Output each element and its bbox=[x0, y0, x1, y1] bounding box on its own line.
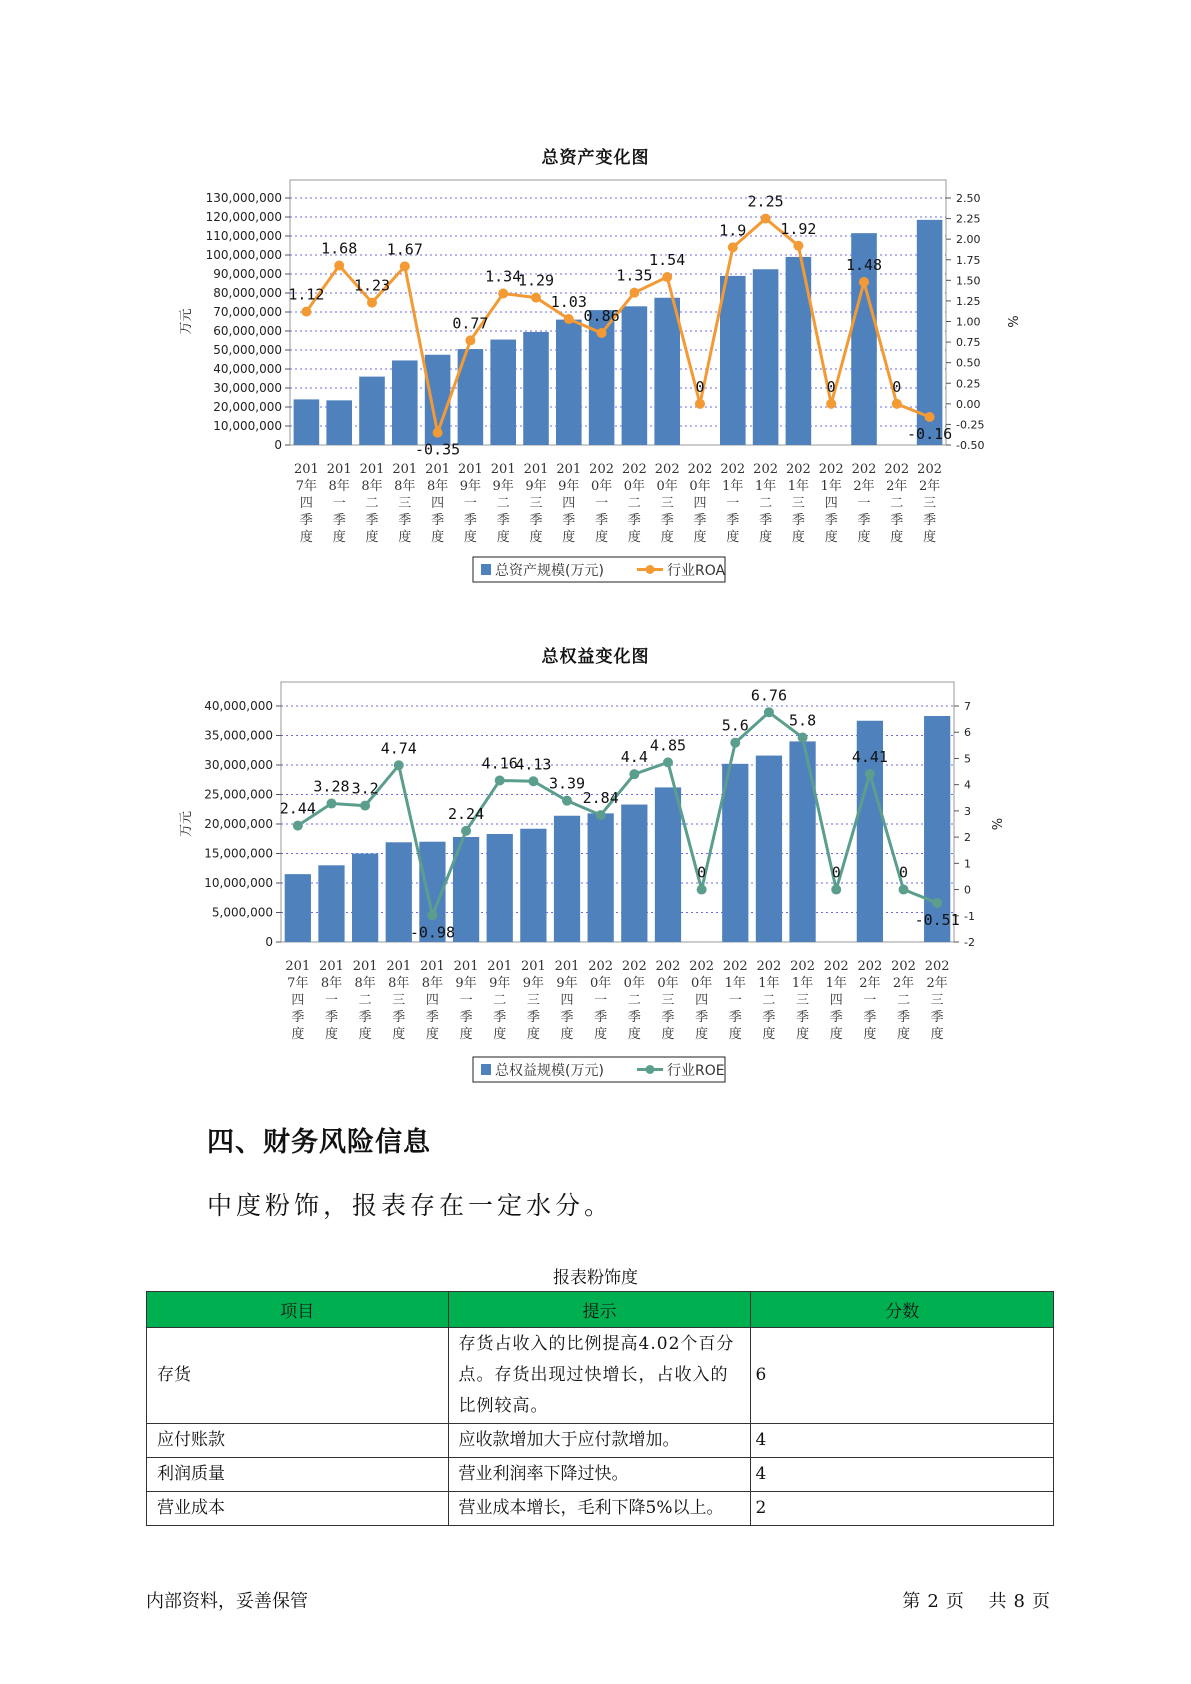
bar bbox=[588, 813, 614, 942]
y2-axis-title: % bbox=[1004, 315, 1019, 328]
legend-bar-swatch bbox=[481, 564, 491, 575]
line-point bbox=[301, 307, 311, 317]
data-label: -0.16 bbox=[907, 425, 953, 444]
data-label: 1.9 bbox=[719, 221, 747, 240]
x-tick-label: 201 7年四季度 bbox=[285, 959, 311, 1042]
line-point bbox=[798, 732, 808, 742]
y2-tick-label: 1.00 bbox=[956, 315, 981, 329]
x-tick-label: 201 8年四季度 bbox=[425, 462, 451, 545]
line-point bbox=[394, 760, 404, 770]
bar bbox=[359, 377, 385, 445]
legend-bar-label: 总权益规模(万元) bbox=[495, 1063, 604, 1079]
bar bbox=[756, 756, 782, 942]
x-tick-label: 201 9年四季度 bbox=[554, 959, 580, 1042]
table-row bbox=[147, 1328, 1054, 1424]
data-label: 1.03 bbox=[550, 293, 587, 312]
data-label: 2.84 bbox=[582, 789, 619, 808]
line-point bbox=[528, 776, 538, 786]
x-tick-label: 201 8年三季度 bbox=[392, 462, 418, 545]
data-label: 1.92 bbox=[780, 219, 817, 238]
y2-tick-label: 4 bbox=[964, 778, 971, 792]
y-tick-label: 100,000,000 bbox=[205, 248, 282, 262]
y2-tick-label: 2 bbox=[964, 831, 971, 845]
y-tick-label: 70,000,000 bbox=[213, 305, 282, 319]
header-hint: 提示 bbox=[448, 1292, 751, 1328]
y2-tick-label: 2.25 bbox=[956, 212, 981, 226]
y-tick-label: 10,000,000 bbox=[213, 419, 282, 433]
bar bbox=[720, 276, 746, 445]
y-tick-label: 90,000,000 bbox=[213, 267, 282, 281]
bar bbox=[556, 320, 582, 445]
bar bbox=[326, 400, 352, 445]
y2-tick-label: 3 bbox=[964, 804, 971, 818]
x-tick-label: 202 0年三季度 bbox=[655, 959, 681, 1042]
row-score: 2 bbox=[751, 1492, 1054, 1526]
bar bbox=[294, 399, 320, 445]
risk-table bbox=[146, 1291, 1054, 1526]
x-tick-label: 201 9年四季度 bbox=[556, 462, 582, 545]
bar bbox=[392, 360, 418, 445]
line-point bbox=[793, 241, 803, 251]
y2-tick-label: -1 bbox=[964, 909, 975, 923]
x-tick-label: 201 8年三季度 bbox=[386, 959, 412, 1042]
line-point bbox=[564, 314, 574, 324]
bar bbox=[654, 298, 680, 445]
row-hint: 营业成本增长，毛利下降5%以上。 bbox=[448, 1492, 751, 1526]
line-point bbox=[562, 796, 572, 806]
line-point bbox=[697, 885, 707, 895]
row-hint: 应收款增加大于应付款增加。 bbox=[448, 1424, 751, 1458]
y-tick-label: 120,000,000 bbox=[205, 210, 282, 224]
line-point bbox=[932, 898, 942, 908]
x-tick-label: 201 8年二季度 bbox=[352, 959, 378, 1042]
bar bbox=[722, 764, 748, 942]
line-point bbox=[831, 885, 841, 895]
chart2-title: 总权益变化图 bbox=[541, 647, 650, 667]
line-point bbox=[662, 272, 672, 282]
line-point bbox=[367, 298, 377, 308]
y2-tick-label: 1.75 bbox=[956, 253, 981, 267]
row-score: 6 bbox=[751, 1328, 1054, 1424]
y2-tick-label: 7 bbox=[964, 700, 971, 713]
y2-tick-label: 1.25 bbox=[956, 294, 981, 308]
x-tick-label: 201 9年三季度 bbox=[520, 959, 546, 1042]
line-point bbox=[461, 826, 471, 836]
data-label: 4.41 bbox=[851, 747, 888, 766]
bar bbox=[622, 306, 648, 445]
bar bbox=[318, 865, 344, 942]
data-label: 3.28 bbox=[313, 777, 350, 796]
x-tick-label: 201 8年二季度 bbox=[359, 462, 385, 545]
row-hint: 营业利润率下降过快。 bbox=[448, 1458, 751, 1492]
legend-bar-label: 总资产规模(万元) bbox=[495, 563, 604, 579]
x-tick-label: 201 9年三季度 bbox=[523, 462, 549, 545]
row-hint: 存货占收入的比例提高4.02个百分点。存货出现过快增长，占收入的比例较高。 bbox=[448, 1328, 751, 1424]
line-point bbox=[925, 412, 935, 422]
legend-line-marker bbox=[646, 565, 655, 574]
y-tick-label: 40,000,000 bbox=[213, 362, 282, 376]
line-point bbox=[465, 335, 475, 345]
x-tick-label: 202 2年二季度 bbox=[891, 959, 916, 1042]
data-label: 0 bbox=[695, 377, 705, 396]
data-label: 1.67 bbox=[386, 240, 423, 259]
bar bbox=[621, 805, 647, 942]
x-tick-label: 202 2年一季度 bbox=[851, 462, 877, 545]
y2-tick-label: -0.50 bbox=[956, 439, 985, 452]
data-label: 5.8 bbox=[789, 711, 817, 730]
line-point bbox=[695, 399, 705, 409]
bar bbox=[917, 220, 943, 445]
line-point bbox=[596, 810, 606, 820]
data-label: 6.76 bbox=[750, 686, 787, 705]
table-header-row bbox=[147, 1292, 1054, 1328]
y-tick-label: 80,000,000 bbox=[213, 286, 282, 300]
data-label: -0.98 bbox=[409, 923, 456, 942]
x-tick-label: 201 9年一季度 bbox=[457, 462, 483, 545]
bar bbox=[753, 269, 779, 445]
y-tick-label: 50,000,000 bbox=[213, 343, 282, 357]
y2-tick-label: 0.75 bbox=[956, 336, 981, 350]
y-tick-label: 130,000,000 bbox=[205, 191, 282, 205]
header-score: 分数 bbox=[751, 1292, 1054, 1328]
data-label: 4.13 bbox=[515, 755, 552, 774]
line-point bbox=[293, 821, 303, 831]
x-tick-label: 202 1年一季度 bbox=[722, 959, 748, 1042]
x-tick-label: 202 2年三季度 bbox=[924, 959, 950, 1042]
line-point bbox=[629, 769, 639, 779]
y2-tick-label: 0.50 bbox=[956, 356, 981, 370]
data-label: 1.34 bbox=[485, 267, 522, 286]
data-label: 2.24 bbox=[448, 804, 485, 823]
legend-line-label: 行业ROA bbox=[667, 563, 726, 579]
y2-tick-label: 0 bbox=[964, 883, 971, 897]
data-label: 3.2 bbox=[351, 779, 379, 798]
table-caption: 报表粉饰度 bbox=[553, 1268, 638, 1288]
data-label: 2.44 bbox=[279, 799, 316, 818]
x-tick-label: 201 9年二季度 bbox=[487, 959, 513, 1042]
data-label: 1.48 bbox=[845, 255, 883, 274]
data-label: 1.68 bbox=[321, 239, 358, 258]
row-item: 营业成本 bbox=[147, 1492, 449, 1526]
line-point bbox=[360, 801, 370, 811]
y-tick-label: 30,000,000 bbox=[213, 381, 282, 395]
y2-tick-label: 5 bbox=[964, 752, 971, 766]
y2-tick-label: 1 bbox=[964, 857, 971, 871]
x-tick-label: 201 8年一季度 bbox=[319, 959, 344, 1042]
x-tick-label: 201 9年二季度 bbox=[490, 462, 516, 545]
bar bbox=[520, 829, 546, 942]
y-tick-label: 5,000,000 bbox=[211, 905, 273, 920]
y-tick-label: 15,000,000 bbox=[204, 846, 273, 861]
data-label: 2.25 bbox=[747, 192, 784, 211]
data-label: 0 bbox=[697, 863, 707, 882]
y-tick-label: 20,000,000 bbox=[204, 817, 273, 831]
line-point bbox=[427, 910, 437, 920]
y2-tick-label: 0.25 bbox=[956, 377, 981, 391]
line-point bbox=[899, 885, 909, 895]
y2-tick-label: -0.25 bbox=[956, 418, 985, 432]
y2-tick-label: 6 bbox=[964, 726, 971, 740]
y-tick-label: 0 bbox=[265, 935, 273, 949]
data-label: 0 bbox=[826, 377, 836, 396]
legend-line-label: 行业ROE bbox=[667, 1063, 725, 1079]
data-label: 3.39 bbox=[548, 774, 586, 793]
bar bbox=[924, 716, 950, 942]
x-tick-label: 202 1年一季度 bbox=[720, 462, 746, 545]
line-point bbox=[531, 293, 541, 303]
row-item: 存货 bbox=[147, 1328, 449, 1424]
y2-axis-title: % bbox=[988, 817, 1003, 831]
line-point bbox=[498, 289, 508, 299]
data-label: -0.51 bbox=[914, 910, 960, 929]
line-point bbox=[663, 757, 673, 767]
x-tick-label: 202 0年四季度 bbox=[687, 462, 713, 545]
risk-summary: 中度粉饰，报表存在一定水分。 bbox=[207, 1191, 614, 1220]
section-heading: 四、财务风险信息 bbox=[207, 1127, 431, 1158]
x-tick-label: 202 1年四季度 bbox=[818, 462, 844, 545]
data-label: 1.23 bbox=[353, 276, 391, 295]
data-label: 4.85 bbox=[649, 736, 687, 755]
y-axis-title: 万元 bbox=[179, 308, 194, 335]
x-tick-label: 202 0年三季度 bbox=[654, 462, 680, 545]
y2-tick-label: 0.00 bbox=[956, 397, 981, 411]
footer-confidential: 内部资料，妥善保管 bbox=[146, 1591, 308, 1612]
data-label: -0.35 bbox=[415, 440, 461, 459]
data-label: 1.54 bbox=[649, 251, 686, 270]
table-row bbox=[147, 1424, 1054, 1458]
bar bbox=[490, 340, 516, 445]
y-tick-label: 20,000,000 bbox=[213, 400, 282, 414]
x-tick-label: 202 0年二季度 bbox=[621, 462, 647, 545]
x-tick-label: 202 0年一季度 bbox=[589, 462, 615, 545]
line-point bbox=[326, 799, 336, 809]
row-item: 利润质量 bbox=[147, 1458, 449, 1492]
x-tick-label: 202 1年三季度 bbox=[790, 959, 815, 1042]
legend-bar-swatch bbox=[481, 1064, 491, 1075]
bar bbox=[523, 332, 549, 445]
plot-frame bbox=[281, 682, 954, 942]
bar bbox=[655, 787, 681, 942]
x-tick-label: 202 0年一季度 bbox=[588, 959, 614, 1042]
x-tick-label: 202 2年三季度 bbox=[917, 462, 943, 545]
data-label: 1.12 bbox=[288, 285, 325, 304]
bar bbox=[487, 834, 513, 942]
bar bbox=[386, 842, 412, 942]
line-point bbox=[629, 288, 639, 298]
y-tick-label: 60,000,000 bbox=[213, 324, 282, 338]
row-score: 4 bbox=[751, 1424, 1054, 1458]
x-tick-label: 201 8年一季度 bbox=[326, 462, 352, 545]
x-tick-label: 202 0年四季度 bbox=[689, 959, 715, 1042]
data-label: 0.77 bbox=[452, 314, 489, 333]
bar bbox=[352, 854, 378, 943]
bar bbox=[554, 816, 580, 942]
y2-tick-label: -2 bbox=[964, 936, 975, 949]
data-label: 0.86 bbox=[583, 307, 620, 326]
line-point bbox=[826, 399, 836, 409]
bar bbox=[285, 874, 311, 942]
data-label: 1.29 bbox=[517, 271, 555, 290]
y-tick-label: 0 bbox=[274, 438, 282, 452]
x-tick-label: 201 9年一季度 bbox=[453, 959, 479, 1042]
total-assets-chart bbox=[0, 170, 1191, 630]
y-tick-label: 25,000,000 bbox=[204, 787, 273, 802]
bar bbox=[789, 741, 815, 942]
x-tick-label: 202 2年二季度 bbox=[884, 462, 910, 545]
table-row bbox=[147, 1458, 1054, 1492]
line-point bbox=[495, 775, 505, 785]
line-point bbox=[730, 738, 740, 748]
total-equity-chart bbox=[0, 670, 1191, 1130]
line-point bbox=[597, 328, 607, 338]
x-tick-label: 202 1年四季度 bbox=[823, 959, 849, 1042]
data-label: 0 bbox=[899, 863, 909, 882]
y-tick-label: 10,000,000 bbox=[204, 876, 273, 890]
y-tick-label: 30,000,000 bbox=[204, 758, 273, 772]
data-label: 4.74 bbox=[380, 739, 417, 758]
footer-page-number: 第 2 页 共 8 页 bbox=[902, 1591, 1051, 1612]
x-tick-label: 201 7年四季度 bbox=[293, 462, 319, 545]
y2-tick-label: 2.50 bbox=[956, 192, 981, 205]
line-point bbox=[764, 707, 774, 717]
line-point bbox=[400, 261, 410, 271]
y2-tick-label: 2.00 bbox=[956, 233, 981, 247]
line-point bbox=[892, 399, 902, 409]
line-point bbox=[334, 261, 344, 271]
line-point bbox=[859, 277, 869, 287]
row-item: 应付账款 bbox=[147, 1424, 449, 1458]
y-tick-label: 35,000,000 bbox=[204, 728, 273, 743]
y-axis-title: 万元 bbox=[179, 810, 194, 838]
data-label: 0 bbox=[831, 863, 841, 882]
y2-tick-label: 1.50 bbox=[956, 274, 981, 288]
line-point bbox=[433, 428, 443, 438]
line-point bbox=[728, 242, 738, 252]
table-row bbox=[147, 1492, 1054, 1526]
data-label: 4.16 bbox=[481, 754, 518, 773]
data-label: 5.6 bbox=[721, 716, 749, 735]
row-score: 4 bbox=[751, 1458, 1054, 1492]
data-label: 4.4 bbox=[620, 748, 648, 767]
x-tick-label: 201 8年四季度 bbox=[420, 959, 445, 1042]
line-point bbox=[761, 214, 771, 224]
chart1-title: 总资产变化图 bbox=[541, 148, 650, 168]
x-tick-label: 202 2年一季度 bbox=[857, 959, 883, 1042]
y-tick-label: 40,000,000 bbox=[204, 699, 273, 713]
header-item: 项目 bbox=[147, 1292, 449, 1328]
x-tick-label: 202 1年二季度 bbox=[756, 959, 782, 1042]
line-point bbox=[865, 769, 875, 779]
data-label: 1.35 bbox=[616, 266, 653, 285]
x-tick-label: 202 1年二季度 bbox=[753, 462, 779, 545]
x-tick-label: 202 0年二季度 bbox=[621, 959, 647, 1042]
legend-line-marker bbox=[646, 1065, 655, 1074]
y-tick-label: 110,000,000 bbox=[205, 229, 282, 243]
x-tick-label: 202 1年三季度 bbox=[785, 462, 811, 545]
data-label: 0 bbox=[892, 377, 902, 396]
